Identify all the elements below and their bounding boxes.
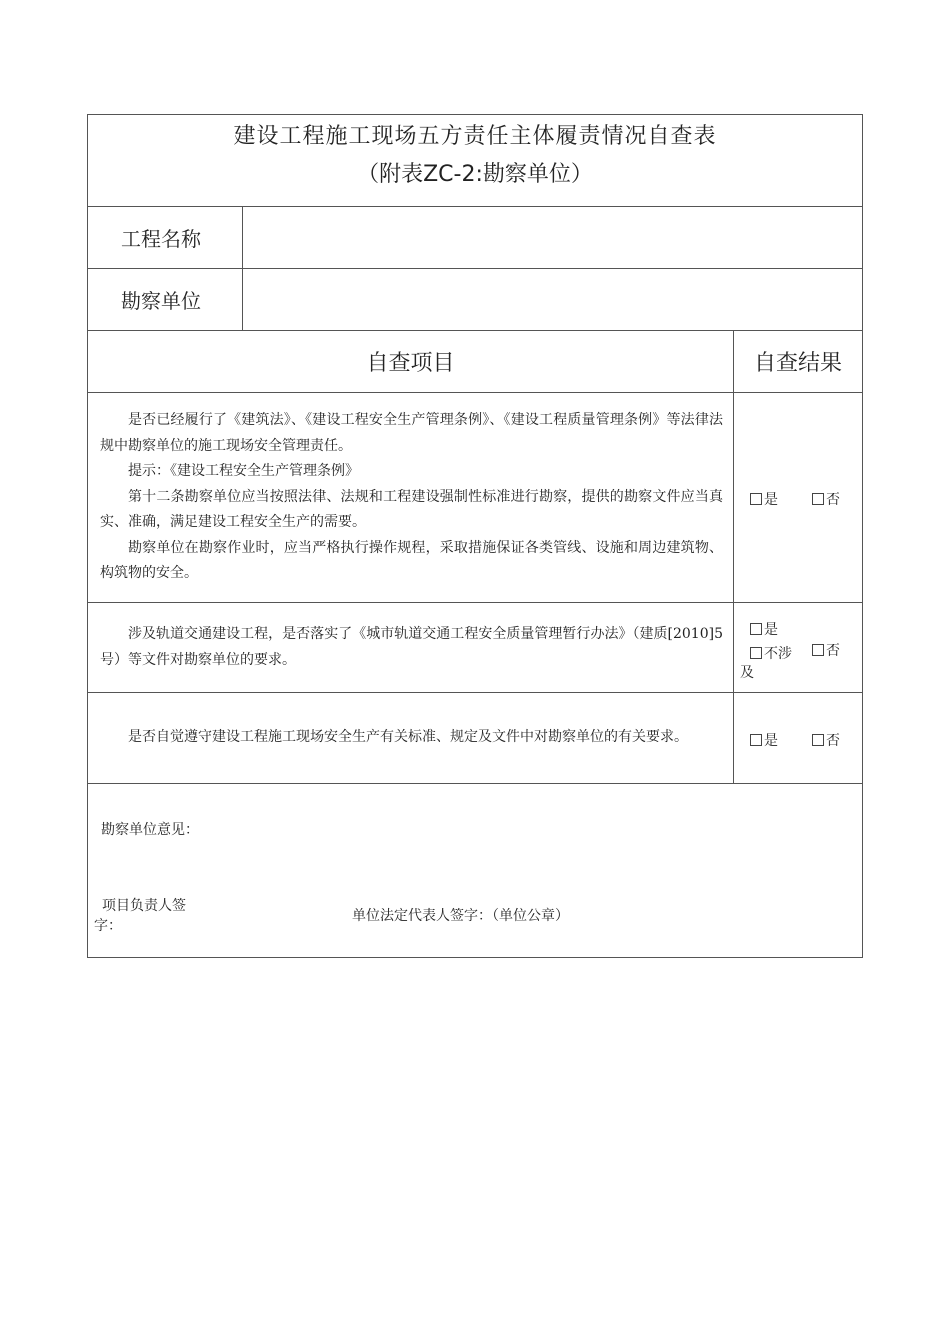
checkbox-icon [812, 644, 824, 656]
yes-checkbox[interactable]: 是 [750, 730, 778, 750]
check-item-row [88, 693, 862, 784]
opinion-label: 勘察单位意见： [101, 822, 199, 838]
checkbox-icon [750, 623, 762, 635]
item-paragraph: 涉及轨道交通建设工程，是否落实了《城市轨道交通工程安全质量管理暂行办法》（建质[2010]5号）等文件对勘察单位的要求。 [100, 626, 723, 668]
opinion-section [88, 784, 862, 957]
checkbox-icon [812, 734, 824, 746]
no-checkbox[interactable]: 否 [812, 730, 840, 750]
no-checkbox[interactable]: 否 [812, 489, 840, 509]
form-subtitle: （附表ZC-2:勘察单位） [357, 162, 593, 187]
not-applicable-checkbox[interactable]: 不涉 [750, 643, 792, 663]
check-item-row [88, 603, 862, 693]
check-item-header: 自查项目 [88, 331, 734, 392]
check-item-text [88, 393, 734, 602]
checkbox-icon [750, 647, 762, 659]
survey-unit-row [88, 269, 862, 331]
check-item-result [734, 693, 862, 783]
checkbox-icon [812, 493, 824, 505]
project-name-label: 工程名称 [88, 207, 243, 268]
check-item-result [734, 603, 862, 692]
check-item-result [734, 393, 862, 602]
item-paragraph: 是否已经履行了《建筑法》、《建设工程安全生产管理条例》、《建设工程质量管理条例》等法律法规中勘察单位的施工现场安全管理责任。 [100, 412, 723, 454]
survey-unit-field[interactable] [243, 269, 862, 330]
item-paragraph: 第十二条勘察单位应当按照法律、法规和工程建设强制性标准进行勘察，提供的勘察文件应当真实、准确，满足建设工程安全生产的需要。 [100, 488, 723, 531]
checkbox-icon [750, 734, 762, 746]
form-title: 建设工程施工现场五方责任主体履责情况自查表 [233, 124, 717, 149]
check-result-header: 自查结果 [753, 351, 842, 376]
item-paragraph: 提示：《建设工程安全生产管理条例》 [128, 463, 359, 480]
legal-rep-signature-label: 单位法定代表人签字：（单位公章） [352, 908, 569, 924]
check-item-row [88, 393, 862, 603]
check-item-text [88, 603, 734, 692]
project-name-row [88, 207, 862, 269]
checkbox-icon [750, 493, 762, 505]
project-lead-signature-label-wrap: 字： [94, 918, 122, 934]
survey-unit-label: 勘察单位 [88, 269, 243, 330]
table-header-row [88, 331, 862, 393]
item-paragraph: 勘察单位在勘察作业时，应当严格执行操作规程，采取措施保证各类管线、设施和周边建筑物、构筑物的安全。 [100, 539, 723, 582]
yes-checkbox[interactable]: 是 [750, 619, 778, 639]
item-paragraph: 是否自觉遵守建设工程施工现场安全生产有关标准、规定及文件中对勘察单位的有关要求。 [128, 729, 688, 746]
project-lead-signature-label: 项目负责人签 [102, 898, 186, 914]
project-name-field[interactable] [243, 207, 862, 268]
self-check-form [87, 114, 863, 958]
form-title-block [88, 115, 862, 207]
yes-checkbox[interactable]: 是 [750, 489, 778, 509]
check-item-text [88, 693, 734, 783]
not-applicable-label-wrap: 及 [740, 665, 754, 681]
no-checkbox[interactable]: 否 [812, 640, 840, 660]
